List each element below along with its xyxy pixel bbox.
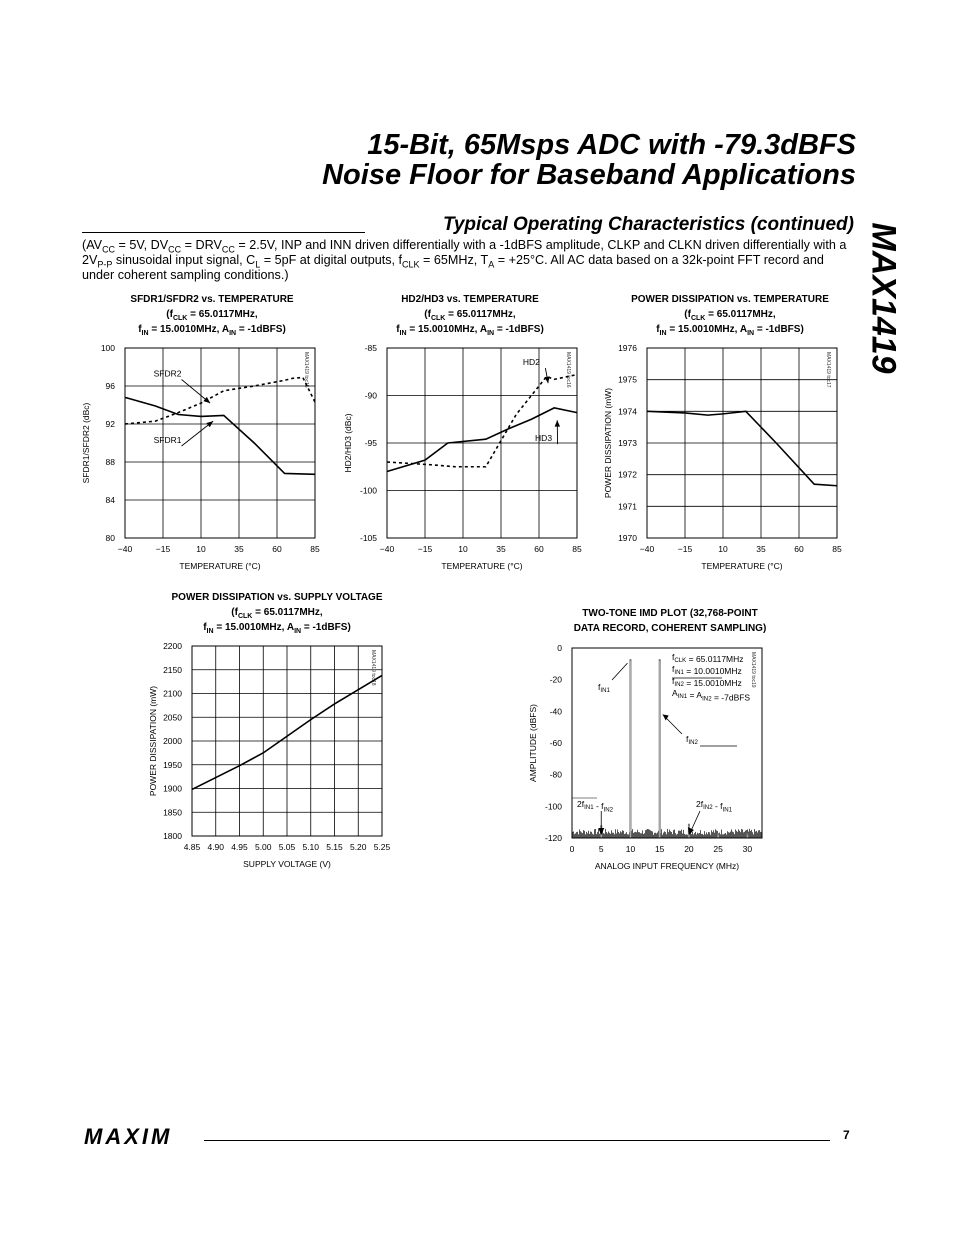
- x-tick-label: 5.20: [349, 842, 367, 852]
- chart-plot: [340, 292, 600, 582]
- y-tick-label: 2150: [163, 664, 182, 675]
- toc-code: MAX1419 toc19: [750, 652, 756, 688]
- y-tick-label: 1975: [618, 374, 637, 385]
- chart-power-vs-temperature: [600, 292, 860, 582]
- x-tick-label: 4.90: [207, 842, 225, 852]
- y-tick-label: 1900: [163, 783, 182, 794]
- x-tick-label: 4.95: [231, 842, 248, 852]
- y-tick-label: 1800: [163, 831, 182, 841]
- toc-code: MAX1419 toc15: [303, 352, 309, 388]
- y-tick-label: 92: [105, 419, 115, 429]
- x-axis-label: ANALOG INPUT FREQUENCY (MHz): [594, 861, 740, 871]
- x-tick-label: 85: [572, 544, 582, 554]
- y-tick-label: 80: [105, 533, 115, 543]
- y-tick-label: 1976: [618, 343, 637, 353]
- y-tick-label: 1950: [163, 759, 182, 770]
- x-axis-label: TEMPERATURE (°C): [701, 561, 783, 571]
- x-tick-label: −40: [117, 544, 133, 554]
- x-tick-label: 10: [458, 544, 468, 554]
- x-tick-label: 5.00: [254, 842, 272, 852]
- chart-title: SFDR1/SFDR2 vs. TEMPERATURE ($f_{CLK} = 65.0117MHz$, $f_{IN} = 15.0010MHz$, $A_{IN}$ = -1dBFS): [130, 294, 294, 337]
- imd-condition: $f_{IN1} = 10.0010MHz$: [672, 664, 742, 677]
- y-tick-label: -40: [549, 706, 562, 717]
- y-tick-label: -105: [359, 533, 377, 543]
- y-tick-label: -90: [364, 390, 377, 401]
- x-axis-label: TEMPERATURE (°C): [179, 561, 261, 571]
- x-tick-label: 20: [684, 844, 694, 854]
- y-tick-label: 1973: [618, 438, 637, 448]
- imd-condition: $f_{IN2} = 15.0010MHz$: [672, 676, 742, 689]
- x-tick-label: 5.05: [278, 842, 296, 852]
- footer-rule: [204, 1140, 830, 1141]
- series-line: [125, 377, 315, 424]
- test-conditions: ($AV_{CC} = 5V$, $DV_{CC} = DRV_{CC} = 2.5V$, INP and INN driven differentially with a -1dBFS amplitude, CLKP and CLKN driven differentially with a $2V_{P-P}$ sinusoidal input signal, $C_L = 5pF$ at digital outputs, $f_{CLK} = 65MHz$, $T_A = +25^\circ C$. All AC data based on a 32k-point FFT record and under coherent sampling conditions.): [82, 238, 847, 282]
- y-tick-label: -95: [364, 438, 377, 448]
- x-tick-label: 85: [832, 544, 842, 554]
- y-axis-label: POWER DISSIPATION (mW): [603, 387, 613, 499]
- y-tick-label: -20: [549, 674, 562, 685]
- series-label: HD2: [522, 357, 540, 368]
- x-tick-label: 15: [654, 844, 665, 854]
- y-tick-label: 2050: [163, 712, 182, 723]
- section-rule: [82, 232, 365, 233]
- x-tick-label: 25: [713, 844, 723, 854]
- x-tick-label: 4.85: [183, 842, 201, 852]
- chart-plot: [82, 292, 342, 582]
- y-tick-label: 1972: [618, 469, 637, 480]
- series-label: SFDR2: [153, 368, 182, 379]
- y-tick-label: 2200: [163, 641, 182, 651]
- y-tick-label: -60: [549, 738, 562, 748]
- y-tick-label: 100: [100, 343, 115, 353]
- x-tick-label: 5.10: [302, 842, 320, 852]
- y-tick-label: 96: [105, 381, 115, 391]
- y-tick-label: 1974: [618, 406, 637, 417]
- x-tick-label: 0: [569, 844, 575, 854]
- x-tick-label: 60: [534, 544, 544, 554]
- arrow-head: [555, 420, 560, 426]
- x-axis-label: SUPPLY VOLTAGE (V): [243, 859, 331, 869]
- x-axis-label: TEMPERATURE (°C): [441, 561, 523, 571]
- chart-two-tone-imd: [520, 606, 820, 876]
- y-tick-label: 2000: [163, 736, 182, 746]
- part-number-side-tab: [864, 218, 903, 378]
- x-tick-label: 85: [310, 544, 320, 554]
- chart-sfdr-vs-temperature: [82, 292, 342, 582]
- arrow-head: [544, 376, 549, 383]
- series-label: HD3: [535, 433, 553, 444]
- x-tick-label: 5.25: [373, 842, 391, 852]
- x-tick-label: 35: [756, 544, 766, 554]
- chart-power-vs-supply-voltage: [142, 590, 412, 880]
- section-title: Typical Operating Characteristics (continued): [442, 214, 854, 235]
- x-tick-label: 35: [496, 544, 506, 554]
- y-axis-label: HD2/HD3 (dBc): [343, 413, 353, 473]
- page-number: 7: [843, 1128, 850, 1142]
- chart-hd2-hd3-vs-temperature: [340, 292, 600, 582]
- toc-code: MAX1419 toc18: [370, 650, 376, 686]
- x-tick-label: −40: [379, 544, 395, 554]
- series-line: [387, 375, 577, 467]
- fin2-label: $f_{IN2}$: [686, 734, 698, 747]
- chart-title: TWO-TONE IMD PLOT (32,768-POINT DATA RECORD, COHERENT SAMPLING): [573, 608, 767, 634]
- series-label: SFDR1: [153, 435, 182, 445]
- maxim-logo: MAXIM: [84, 1124, 173, 1149]
- x-tick-label: 10: [625, 844, 636, 854]
- chart-title: HD2/HD3 vs. TEMPERATURE ($f_{CLK} = 65.0117MHz$, $f_{IN} = 15.0010MHz$, $A_{IN}$ = -1dBFS): [396, 294, 544, 337]
- imd-2f1-f2-label: $2f_{IN1} - f_{IN2}$: [577, 799, 614, 814]
- y-axis-label: SFDR1/SFDR2 (dBc): [81, 402, 91, 484]
- page-title-line2: Noise Floor for Baseband Applications: [322, 159, 856, 191]
- x-tick-label: −40: [639, 544, 655, 554]
- y-tick-label: -85: [364, 343, 377, 353]
- x-tick-label: 5.15: [326, 842, 343, 852]
- x-tick-label: 30: [742, 844, 753, 854]
- y-tick-label: 88: [105, 457, 115, 467]
- x-tick-label: 10: [196, 544, 206, 554]
- toc-code: MAX1419 toc16: [565, 352, 571, 388]
- x-tick-label: 60: [794, 544, 804, 554]
- y-tick-label: 0: [557, 643, 562, 653]
- toc-code: MAX1419 toc17: [825, 352, 831, 388]
- y-tick-label: -120: [544, 833, 562, 843]
- y-tick-label: 1850: [163, 807, 182, 818]
- x-tick-label: 5: [598, 844, 604, 854]
- y-axis-label: POWER DISSIPATION (mW): [148, 685, 158, 797]
- x-tick-label: −15: [155, 544, 171, 554]
- y-tick-label: 1971: [618, 501, 637, 512]
- x-tick-label: −15: [677, 544, 693, 554]
- y-tick-label: 1970: [618, 533, 637, 543]
- part-number: MAX1419: [864, 222, 903, 374]
- chart-title: POWER DISSIPATION vs. SUPPLY VOLTAGE ($f_{CLK} = 65.0117MHz$, $f_{IN} = 15.0010MHz$, $A_{IN}$ = -1dBFS): [171, 592, 383, 635]
- y-axis-label: AMPLITUDE (dBFS): [528, 704, 538, 782]
- x-tick-label: −15: [417, 544, 433, 554]
- x-tick-label: 35: [234, 544, 244, 554]
- x-tick-label: 60: [272, 544, 282, 554]
- chart-plot: [600, 292, 860, 582]
- imd-condition: $f_{CLK} = 65.0117MHz$: [672, 652, 744, 665]
- chart-title: POWER DISSIPATION vs. TEMPERATURE ($f_{CLK} = 65.0117MHz$, $f_{IN} = 15.0010MHz$, $A_{IN}$ = -1dBFS): [631, 294, 829, 337]
- fin1-label: $f_{IN1}$: [598, 682, 610, 695]
- chart-plot: [520, 606, 820, 876]
- y-tick-label: -80: [549, 769, 562, 780]
- y-tick-label: 84: [105, 495, 115, 505]
- y-tick-label: 2100: [163, 688, 182, 699]
- x-tick-label: 10: [718, 544, 728, 554]
- chart-plot: [142, 590, 412, 880]
- imd-condition: $A_{IN1} = A_{IN2}$ = -7dBFS: [672, 688, 751, 703]
- y-tick-label: -100: [359, 485, 377, 496]
- page-title-line1: 15-Bit, 65Msps ADC with -79.3dBFS: [367, 129, 856, 161]
- y-tick-label: -100: [544, 801, 562, 812]
- imd-2f2-f1-label: $2f_{IN2} - f_{IN1}$: [696, 799, 733, 814]
